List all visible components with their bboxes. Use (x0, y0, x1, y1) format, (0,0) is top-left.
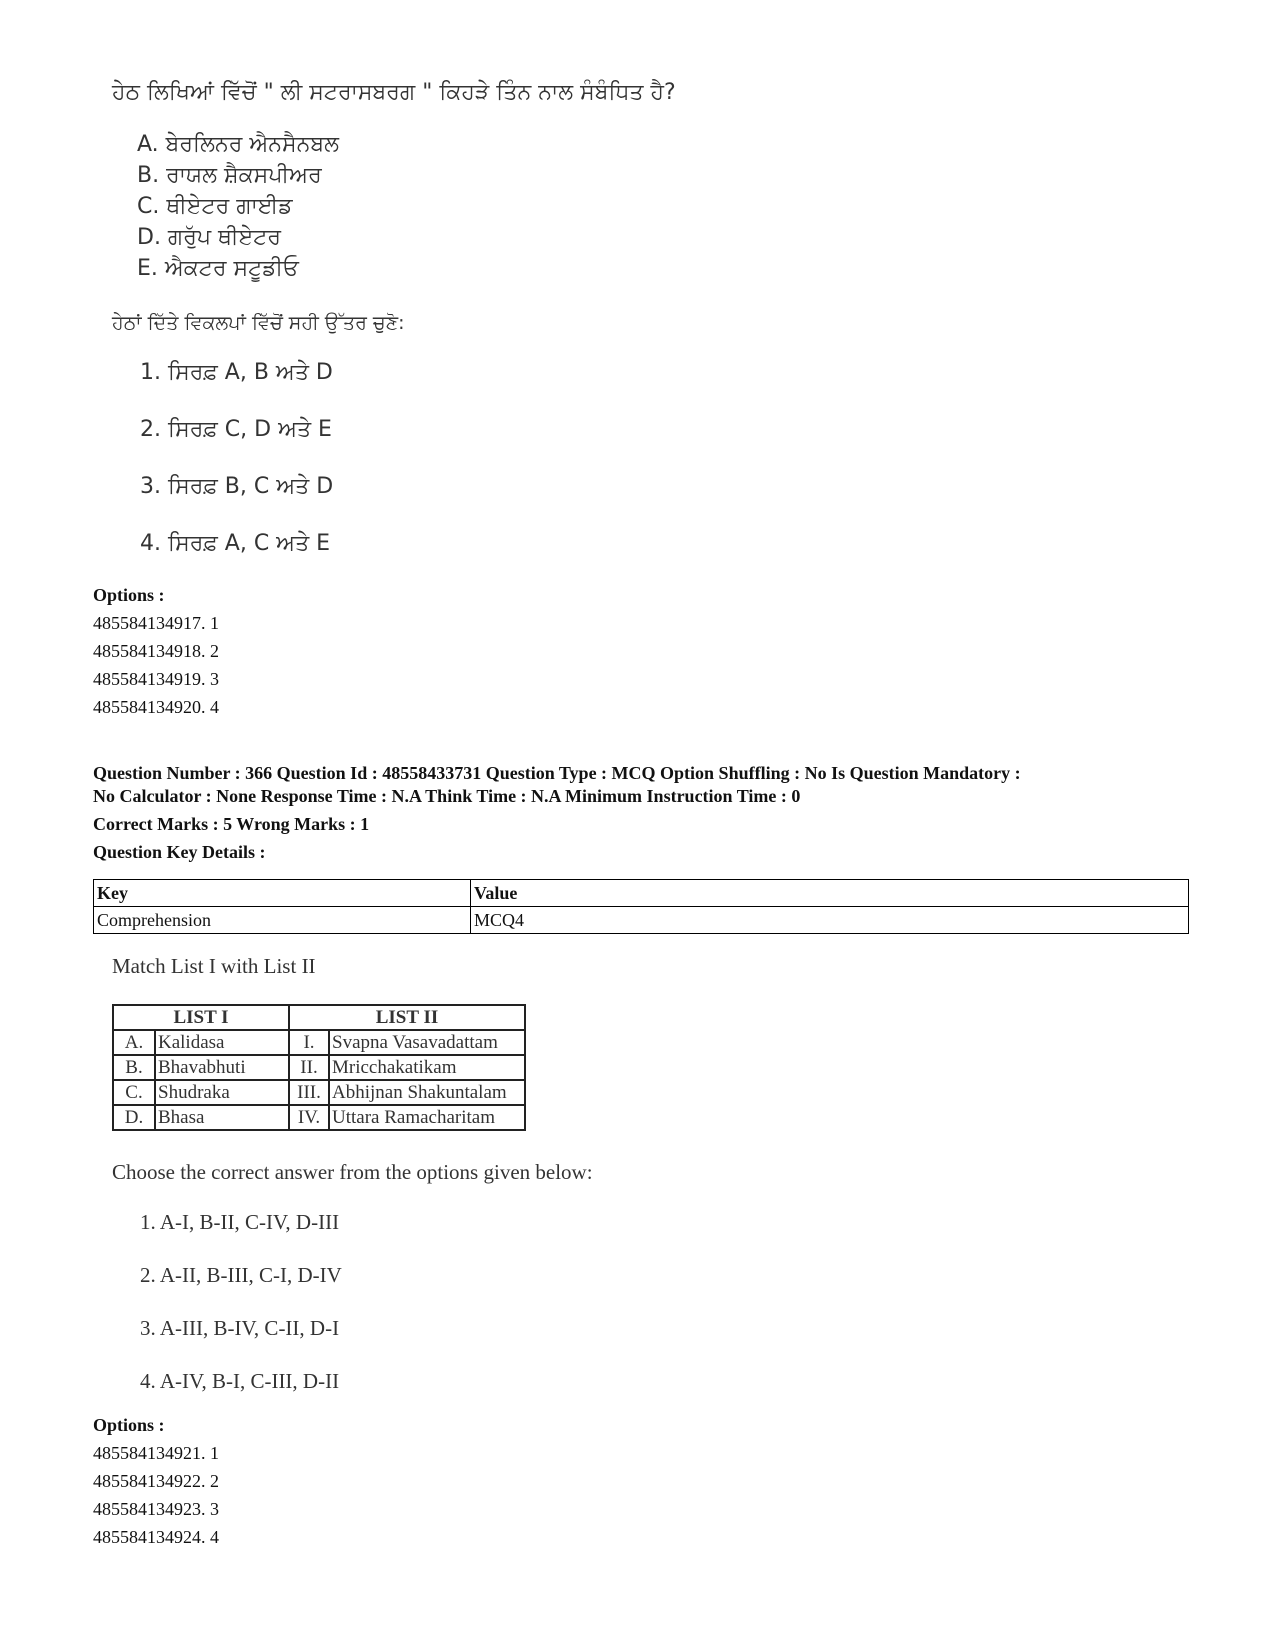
q2-option: 485584134923. 3 (93, 1499, 219, 1519)
q1-options-label: Options : (93, 585, 165, 605)
q1-list-item: E. ਐਕਟਰ ਸਟੂਡੀਓ (137, 256, 299, 281)
q2-answer-choice: 3. A-III, B-IV, C-II, D-I (140, 1316, 340, 1340)
q1-option: 485584134919. 3 (93, 669, 219, 689)
table-cell: A. (113, 1030, 155, 1055)
q2-question-text: Match List I with List II (112, 954, 316, 978)
match-list-table (112, 1004, 526, 1131)
q1-list-item: C. ਥੀਏਟਰ ਗਾਈਡ (137, 194, 293, 219)
q2-key-details-label: Question Key Details : (93, 842, 266, 862)
q2-option: 485584134922. 2 (93, 1471, 219, 1491)
table-header-cell: LIST II (289, 1005, 525, 1030)
q1-list-item: A. ਬੇਰਲਿਨਰ ਐਨਸੈਨਬਲ (137, 132, 339, 157)
key-details-table (93, 879, 1189, 934)
q1-list-item: B. ਰਾਯਲ ਸ਼ੈਕਸਪੀਅਰ (137, 163, 322, 188)
table-header-row (94, 880, 1189, 907)
table-cell: MCQ4 (471, 907, 1189, 934)
table-cell: Uttara Ramacharitam (329, 1105, 525, 1130)
table-row (113, 1105, 525, 1130)
table-cell: Shudraka (155, 1080, 289, 1105)
table-cell: Svapna Vasavadattam (329, 1030, 525, 1055)
table-header-cell: Value (471, 880, 1189, 907)
table-cell: Bhavabhuti (155, 1055, 289, 1080)
table-cell: Mricchakatikam (329, 1055, 525, 1080)
table-cell: Bhasa (155, 1105, 289, 1130)
q2-marks: Correct Marks : 5 Wrong Marks : 1 (93, 814, 370, 834)
q2-choose-instruction: Choose the correct answer from the options given below: (112, 1160, 593, 1184)
q1-option: 485584134920. 4 (93, 697, 219, 717)
table-cell: III. (289, 1080, 329, 1105)
table-cell: I. (289, 1030, 329, 1055)
q2-meta-line: No Calculator : None Response Time : N.A Think Time : N.A Minimum Instruction Time : 0 (93, 786, 801, 806)
q2-option: 485584134924. 4 (93, 1527, 219, 1547)
q1-list-item: D. ਗਰੁੱਪ ਥੀਏਟਰ (137, 225, 282, 250)
q1-question-text: ਹੇਠ ਲਿਖਿਆਂ ਵਿੱਚੋਂ " ਲੀ ਸਟਰਾਸਬਰਗ " ਕਿਹੜੇ ਤਿੰਨ ਨਾਲ ਸੰਬੰਧਿਤ ਹੈ? (112, 80, 676, 105)
q2-options-label: Options : (93, 1415, 165, 1435)
q2-answer-choice: 4. A-IV, B-I, C-III, D-II (140, 1369, 340, 1393)
table-row (113, 1030, 525, 1055)
table-row (113, 1055, 525, 1080)
q1-answer-choice: 1. ਸਿਰਫ਼ A, B ਅਤੇ D (140, 360, 333, 385)
q1-option: 485584134918. 2 (93, 641, 219, 661)
q2-answer-choice: 2. A-II, B-III, C-I, D-IV (140, 1263, 342, 1287)
q2-option: 485584134921. 1 (93, 1443, 219, 1463)
table-cell: II. (289, 1055, 329, 1080)
q1-answer-choice: 3. ਸਿਰਫ਼ B, C ਅਤੇ D (140, 474, 334, 499)
table-cell: B. (113, 1055, 155, 1080)
q2-answer-choice: 1. A-I, B-II, C-IV, D-III (140, 1210, 340, 1234)
table-header-cell: Key (94, 880, 471, 907)
table-header-row (113, 1005, 525, 1030)
q1-answer-choice: 4. ਸਿਰਫ਼ A, C ਅਤੇ E (140, 531, 331, 556)
table-cell: D. (113, 1105, 155, 1130)
table-row (94, 907, 1189, 934)
q2-meta-line: Question Number : 366 Question Id : 48558433731 Question Type : MCQ Option Shuffling : No Is Question Mandatory : (93, 763, 1021, 783)
table-cell: Comprehension (94, 907, 471, 934)
table-cell: Kalidasa (155, 1030, 289, 1055)
table-row (113, 1080, 525, 1105)
table-cell: C. (113, 1080, 155, 1105)
q1-option: 485584134917. 1 (93, 613, 219, 633)
q1-choose-instruction: ਹੇਠਾਂ ਦਿੱਤੇ ਵਿਕਲਪਾਂ ਵਿੱਚੋਂ ਸਹੀ ਉੱਤਰ ਚੁਣੋ: (112, 312, 405, 334)
table-header-cell: LIST I (113, 1005, 289, 1030)
q1-answer-choice: 2. ਸਿਰਫ਼ C, D ਅਤੇ E (140, 417, 332, 442)
table-cell: Abhijnan Shakuntalam (329, 1080, 525, 1105)
table-cell: IV. (289, 1105, 329, 1130)
